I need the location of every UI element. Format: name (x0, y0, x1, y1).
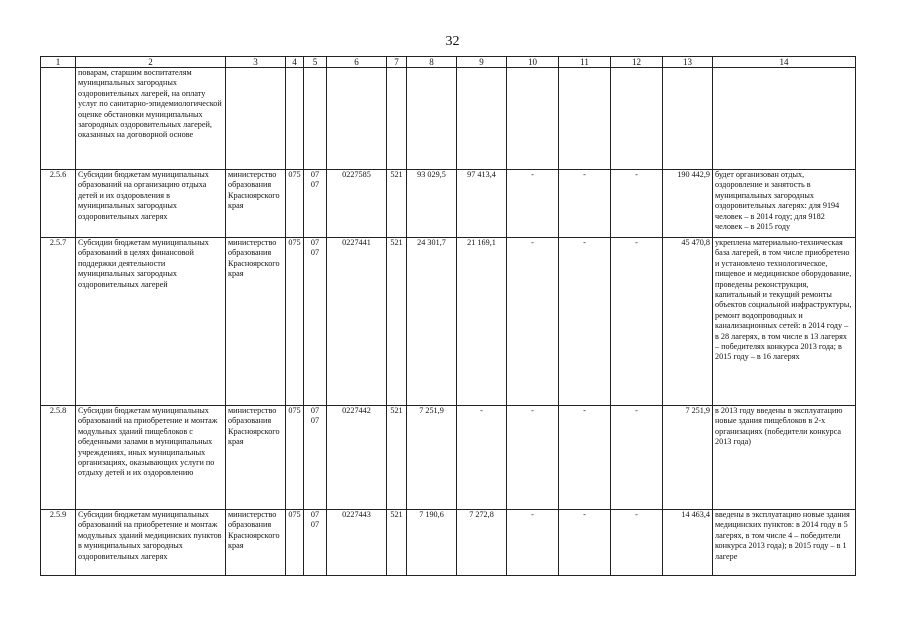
row-org: министерство образования Красноярского края (226, 170, 286, 238)
table-row (41, 406, 856, 510)
row-c4: 075 (286, 510, 304, 576)
row-name: поварам, старшим воспитателям муниципальных загородных оздоровительных лагерей, на оплату услуг по санитарно-эпидемиологической оценке обстановки муниципальных загородных оздоровительных лагерей, оказанных на договорной основе (76, 68, 226, 170)
row-id: 2.5.9 (41, 510, 76, 576)
row-c6: 0227585 (327, 170, 387, 238)
row-c9: - (457, 406, 507, 510)
row-c7: 521 (387, 238, 407, 406)
row-c10: - (507, 406, 559, 510)
row-result: укреплена материально-техническая база лагерей, в том числе приобретено и установлено технологическое, пищевое и медицинское оборудование, проведены реконструкция, капитальный и текущий ремонты объектов социальной инфраструктуры, ремонт водопроводных и канализационных сетей: в 2014 году – в 28 лагерях, в том числе в 13 лагерях – победителях конкурса 2013 года; в 2015 году – в 16 лагерях (713, 238, 856, 406)
col-header-9: 9 (457, 57, 507, 68)
row-c8: 93 029,5 (407, 170, 457, 238)
row-c8 (407, 68, 457, 170)
row-result: будет организован отдых, оздоровление и занятость в муниципальных загородных оздоровительных лагерях: для 9194 человек – в 2014 году; для 9182 человек – в 2015 году (713, 170, 856, 238)
row-c10: - (507, 510, 559, 576)
table-row (41, 510, 856, 576)
row-c11: - (559, 170, 611, 238)
row-id: 2.5.6 (41, 170, 76, 238)
page-number: 32 (445, 34, 460, 49)
row-c8: 7 190,6 (407, 510, 457, 576)
row-org: министерство образования Красноярского края (226, 238, 286, 406)
row-c9 (457, 68, 507, 170)
row-c5: 07 07 (304, 170, 327, 238)
row-c5: 07 07 (304, 406, 327, 510)
col-header-10: 10 (507, 57, 559, 68)
col-header-12: 12 (611, 57, 663, 68)
row-c13: 45 470,8 (663, 238, 713, 406)
row-c12: - (611, 238, 663, 406)
row-c11: - (559, 510, 611, 576)
row-c5 (304, 68, 327, 170)
row-org: министерство образования Красноярского края (226, 510, 286, 576)
row-name: Субсидии бюджетам муниципальных образований на организацию отдыха детей и их оздоровления в муниципальных загородных оздоровительных лагерях (76, 170, 226, 238)
table-row (41, 68, 856, 170)
row-c5: 07 07 (304, 510, 327, 576)
row-c12 (611, 68, 663, 170)
row-c10 (507, 68, 559, 170)
col-header-7: 7 (387, 57, 407, 68)
table-row (41, 170, 856, 238)
row-c6: 0227442 (327, 406, 387, 510)
row-c13: 14 463,4 (663, 510, 713, 576)
row-c4 (286, 68, 304, 170)
col-header-13: 13 (663, 57, 713, 68)
row-c11: - (559, 238, 611, 406)
row-c4: 075 (286, 406, 304, 510)
row-c10: - (507, 170, 559, 238)
row-c7: 521 (387, 170, 407, 238)
row-c13: 7 251,9 (663, 406, 713, 510)
budget-table (40, 56, 856, 576)
row-c6: 0227443 (327, 510, 387, 576)
row-c12: - (611, 406, 663, 510)
row-c5: 07 07 (304, 238, 327, 406)
row-c4: 075 (286, 170, 304, 238)
col-header-8: 8 (407, 57, 457, 68)
row-c8: 24 301,7 (407, 238, 457, 406)
row-c6: 0227441 (327, 238, 387, 406)
row-c8: 7 251,9 (407, 406, 457, 510)
row-c9: 7 272,8 (457, 510, 507, 576)
row-c9: 21 169,1 (457, 238, 507, 406)
col-header-6: 6 (327, 57, 387, 68)
col-header-2: 2 (76, 57, 226, 68)
table-row (41, 238, 856, 406)
row-c7: 521 (387, 510, 407, 576)
row-result (713, 68, 856, 170)
row-c12: - (611, 510, 663, 576)
row-c13 (663, 68, 713, 170)
row-name: Субсидии бюджетам муниципальных образований на приобретение и монтаж модульных зданий пищеблоков с обеденными залами в муниципальных учреждениях, иных муниципальных организациях, оказывающих услуги по отдыху детей и их оздоровлению (76, 406, 226, 510)
row-id: 2.5.7 (41, 238, 76, 406)
row-c4: 075 (286, 238, 304, 406)
row-org (226, 68, 286, 170)
row-id: 2.5.8 (41, 406, 76, 510)
row-c11 (559, 68, 611, 170)
row-id (41, 68, 76, 170)
row-result: введены в эксплуатацию новые здания медицинских пунктов: в 2014 году в 5 лагерях, в том числе 4 – победители конкурса 2013 года); в 2015 году – в 1 лагере (713, 510, 856, 576)
col-header-3: 3 (226, 57, 286, 68)
row-name: Субсидии бюджетам муниципальных образований на приобретение и монтаж модульных зданий медицинских пунктов в муниципальных загородных оздоровительных лагерях (76, 510, 226, 576)
col-header-5: 5 (304, 57, 327, 68)
row-result: в 2013 году введены в эксплуатацию новые здания пищеблоков в 2-х организациях (победители конкурса 2013 года) (713, 406, 856, 510)
row-c13: 190 442,9 (663, 170, 713, 238)
col-header-14: 14 (713, 57, 856, 68)
row-c10: - (507, 238, 559, 406)
row-name: Субсидии бюджетам муниципальных образований в целях финансовой поддержки деятельности муниципальных загородных оздоровительных лагерей (76, 238, 226, 406)
col-header-1: 1 (41, 57, 76, 68)
row-c6 (327, 68, 387, 170)
row-c7: 521 (387, 406, 407, 510)
row-c11: - (559, 406, 611, 510)
row-org: министерство образования Красноярского края (226, 406, 286, 510)
row-c12: - (611, 170, 663, 238)
col-header-4: 4 (286, 57, 304, 68)
row-c9: 97 413,4 (457, 170, 507, 238)
row-c7 (387, 68, 407, 170)
column-number-row (41, 57, 856, 68)
col-header-11: 11 (559, 57, 611, 68)
